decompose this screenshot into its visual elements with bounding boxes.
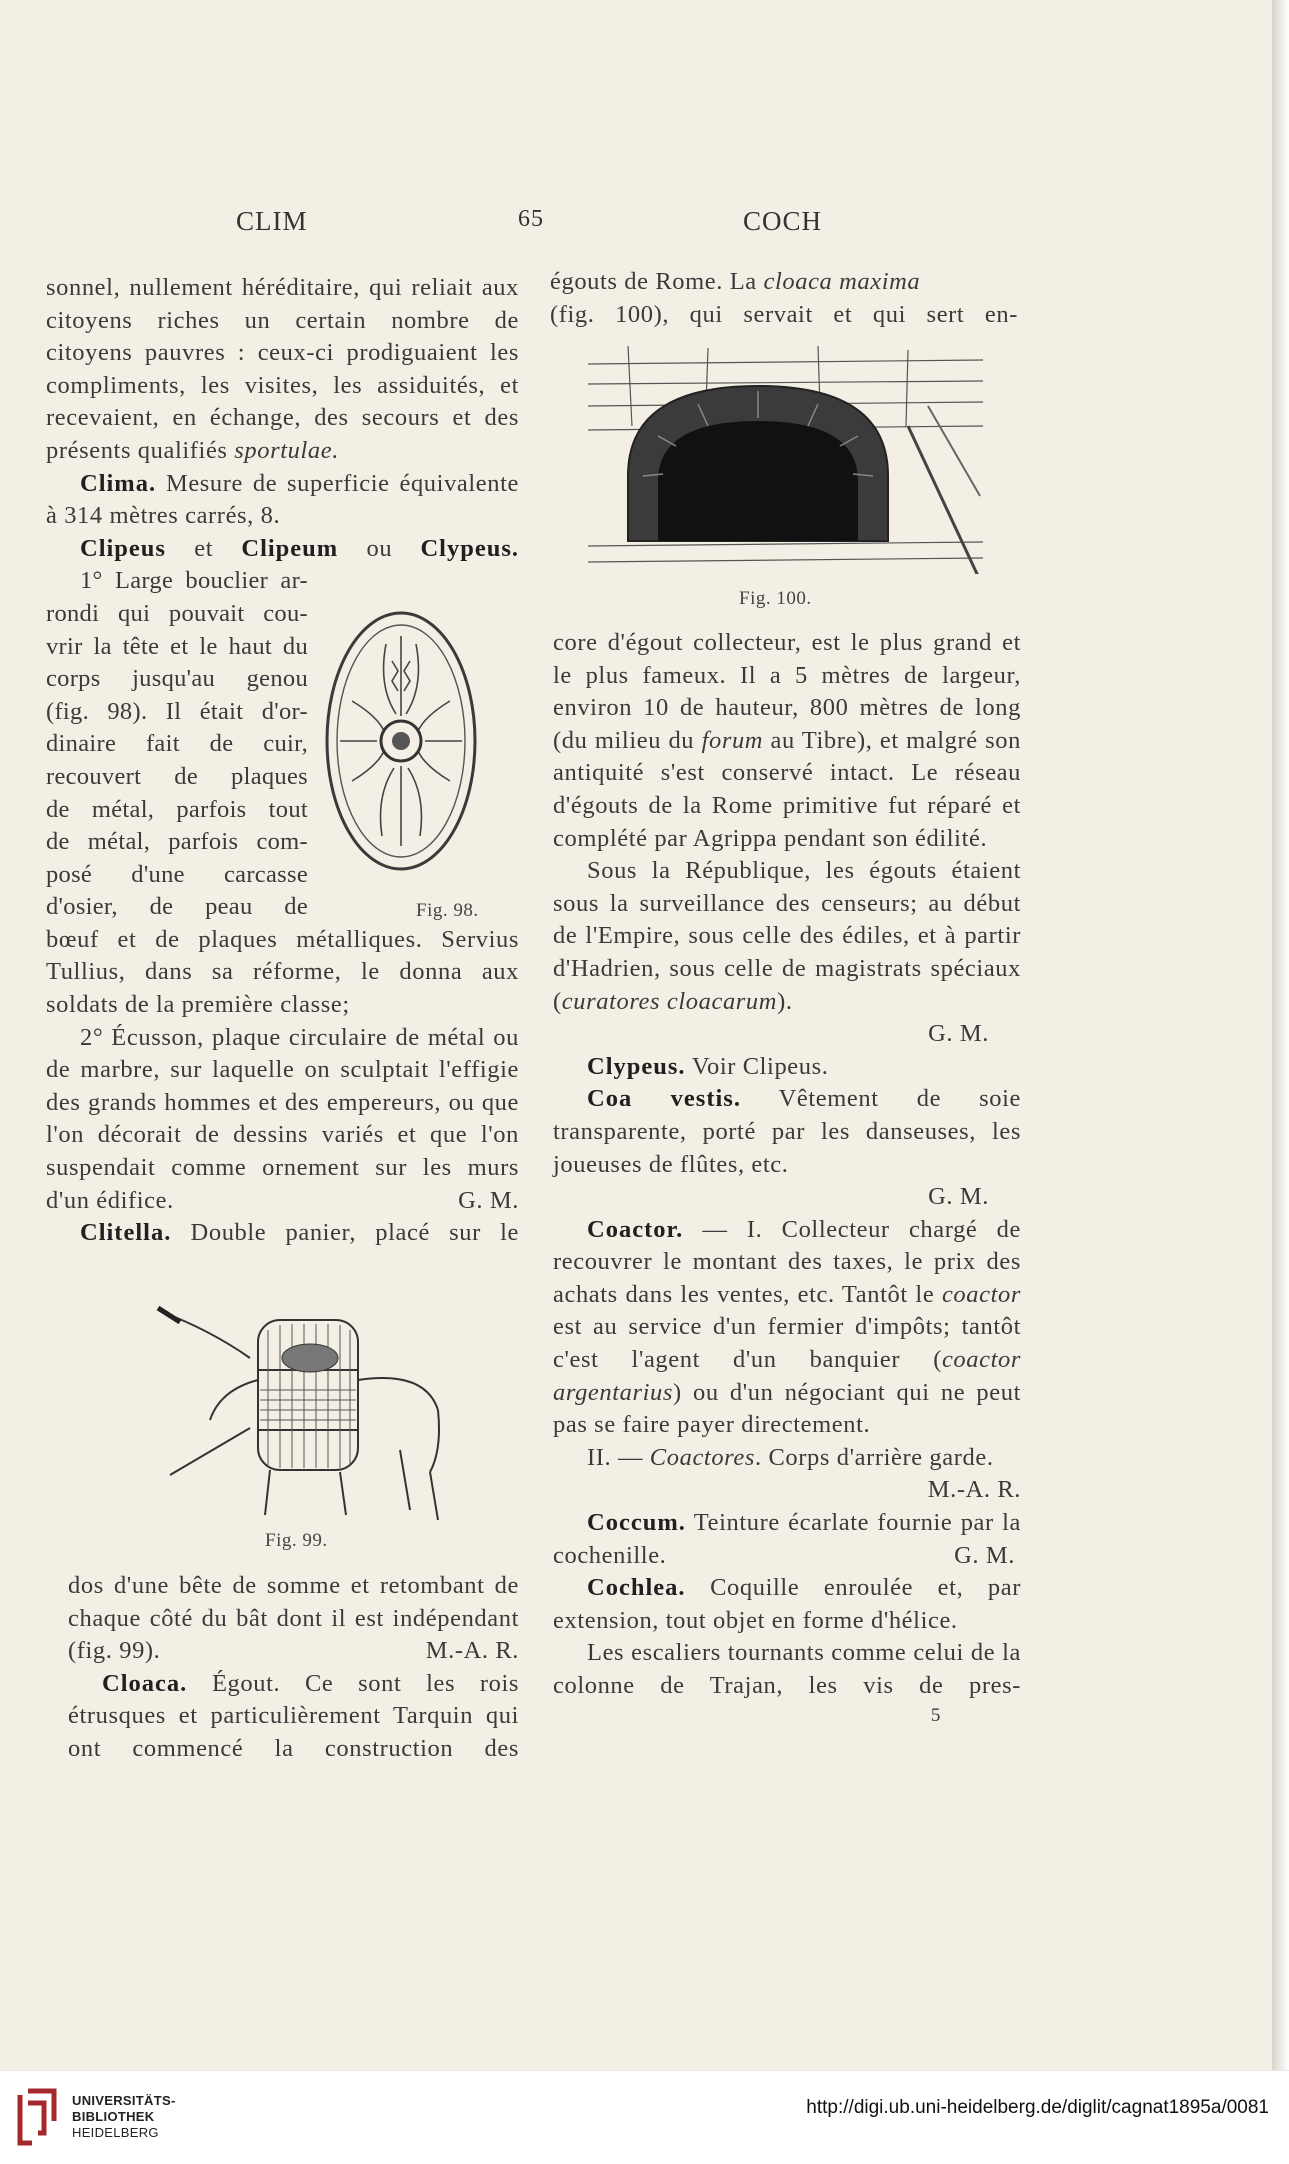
viewer-footer bbox=[0, 2070, 1289, 2164]
entry-coactor: Coactor. — I. Collecteur chargé de recouvrer le montant des taxes, le prix des achats dans les ventes, etc. Tantôt le coactor est au service d'un fermier d'impôts; tantôt c'est l'agent d'un banquier (coactor argentarius) ou d'un négociant qui ne peut pas se faire payer directement. bbox=[553, 1215, 1021, 1439]
entry-clipeus-title: Clipeus et Clipeum ou Clypeus. bbox=[80, 534, 519, 562]
entry-clipeus-cont: bœuf et de plaques métalliques. Servius Tullius, dans sa réforme, le donna aux soldats de la première classe; bbox=[46, 925, 519, 1019]
entry-cochlea: Cochlea. Coquille enroulée et, par extension, tout objet en forme d'hélice. bbox=[553, 1574, 1021, 1634]
right-column-top: égouts de Rome. La cloaca maxima (fig. 100), qui servait et qui sert en- bbox=[550, 268, 1018, 328]
headword: Cochlea. bbox=[587, 1574, 686, 1602]
entry-clitella: Clitella. Double panier, placé sur le bbox=[80, 1219, 519, 1247]
author-initials: G. M. bbox=[928, 1183, 989, 1211]
entry-coa-vestis: Coa vestis. Vêtement de soie transparente, porté par les danseuses, les joueuses de flûtes, etc. bbox=[553, 1085, 1021, 1178]
headword: Coa vestis. bbox=[587, 1085, 741, 1113]
entry-text: sonnel, nullement héréditaire, qui reliait aux citoyens riches un certain nombre de citoyens pauvres : ceux-ci prodiguaient les compliments, les visites, les assiduités, et recevaient, en échange, des secours et des présents qualifiés sportulae. bbox=[46, 274, 519, 464]
entry-coccum: Coccum. Teinture écarlate fournie par la cochenille. G. M. bbox=[553, 1507, 1021, 1572]
headword: Coccum. bbox=[587, 1509, 686, 1537]
right-column bbox=[553, 627, 1021, 1729]
entry-cloaca-cont: égouts de Rome. La cloaca maxima bbox=[550, 268, 921, 295]
figure-caption: Fig. 100. bbox=[739, 588, 812, 609]
author-initials: G. M. bbox=[928, 1020, 989, 1048]
figure-caption: Fig. 98. bbox=[416, 900, 479, 921]
author-initials: M.-A. R. bbox=[425, 1637, 519, 1665]
headword: Clitella. bbox=[80, 1219, 172, 1247]
entry-clitella-cont: dos d'une bête de somme et retombant de chaque côté du bât dont il est indépendant (fig. 99). M.-A. R. bbox=[68, 1570, 519, 1668]
entry-cloaca-detail: core d'égout collecteur, est le plus grand et le plus fameux. Il a 5 mètres de largeur, environ 10 de hauteur, 800 mètres de long (du milieu du forum au Tibre), et malgré son antiquité s'est conservé intact. Le réseau d'égouts de la Rome primitive fut réparé et complété par Agrippa pendant son édilité. bbox=[553, 629, 1021, 852]
author-initials: G. M. bbox=[954, 1541, 1015, 1569]
page-number: 65 bbox=[518, 206, 544, 232]
pack-basket-illustration bbox=[150, 1300, 450, 1525]
headword: Coactor. bbox=[587, 1215, 684, 1243]
headword: Cloaca. bbox=[102, 1669, 188, 1697]
entry-cloaca-history: Sous la République, les égouts étaient sous la surveillance des censeurs; au début de l'Empire, sous celle des édiles, et à partir d'Hadrien, sous celle de magistrats spéciaux (curatores cloacarum). bbox=[553, 857, 1021, 1015]
entry-ecusson: 2° Écusson, plaque circulaire de métal ou de marbre, sur laquelle on sculptait l'effigie des grands hommes et des empereurs, ou que l'on décorait de dessins variés et que l'on suspendait comme ornement sur les murs d'un édifice. G. M. bbox=[46, 1022, 519, 1218]
signature-mark: 5 bbox=[930, 1704, 941, 1726]
page-edge bbox=[1272, 0, 1289, 2070]
headword: Clypeus. bbox=[587, 1052, 686, 1080]
left-column-lower bbox=[68, 1570, 519, 1766]
entry-coactores: II. — Coactores. Corps d'arrière garde. bbox=[587, 1443, 994, 1471]
figure-caption: Fig. 99. bbox=[265, 1530, 328, 1551]
headword: Clima. bbox=[80, 469, 157, 497]
library-logo-icon bbox=[14, 2087, 60, 2149]
author-initials: M.-A. R. bbox=[927, 1476, 1021, 1504]
cloaca-maxima-illustration bbox=[588, 346, 983, 574]
author-initials: G. M. bbox=[458, 1186, 519, 1214]
running-head-left: CLIM bbox=[236, 206, 308, 236]
entry-clipeus-wrap: 1° Large bouclier ar- rondi qui pouvait cou- vrir la tête et le haut du corps jusqu'au genou (fig. 98). Il était d'or- dinaire fait de cuir, recouvert de plaques de métal, parfois tout de métal, parfois com- posé d'une carcasse d'osier, de peau de bbox=[46, 567, 308, 921]
shield-illustration bbox=[322, 606, 480, 876]
entry-cochlea-cont: Les escaliers tournants comme celui de la colonne de Trajan, les vis de pres- bbox=[553, 1639, 1021, 1699]
permalink-url[interactable]: http://digi.ub.uni-heidelberg.de/diglit/cagnat1895a/0081 bbox=[806, 2097, 1269, 2118]
entry-clypeus: Clypeus. Voir Clipeus. bbox=[587, 1052, 829, 1080]
entry-cloaca: Cloaca. Égout. Ce sont les rois étrusques et particulièrement Tarquin qui ont commencé la construction des bbox=[68, 1669, 519, 1762]
entry-clima: Clima. Mesure de superficie équivalente à 314 mètres carrés, 8. bbox=[46, 469, 519, 530]
running-head-right: COCH bbox=[743, 206, 823, 236]
library-logo-text: UNIVERSITÄTS- BIBLIOTHEK HEIDELBERG bbox=[72, 2093, 176, 2140]
